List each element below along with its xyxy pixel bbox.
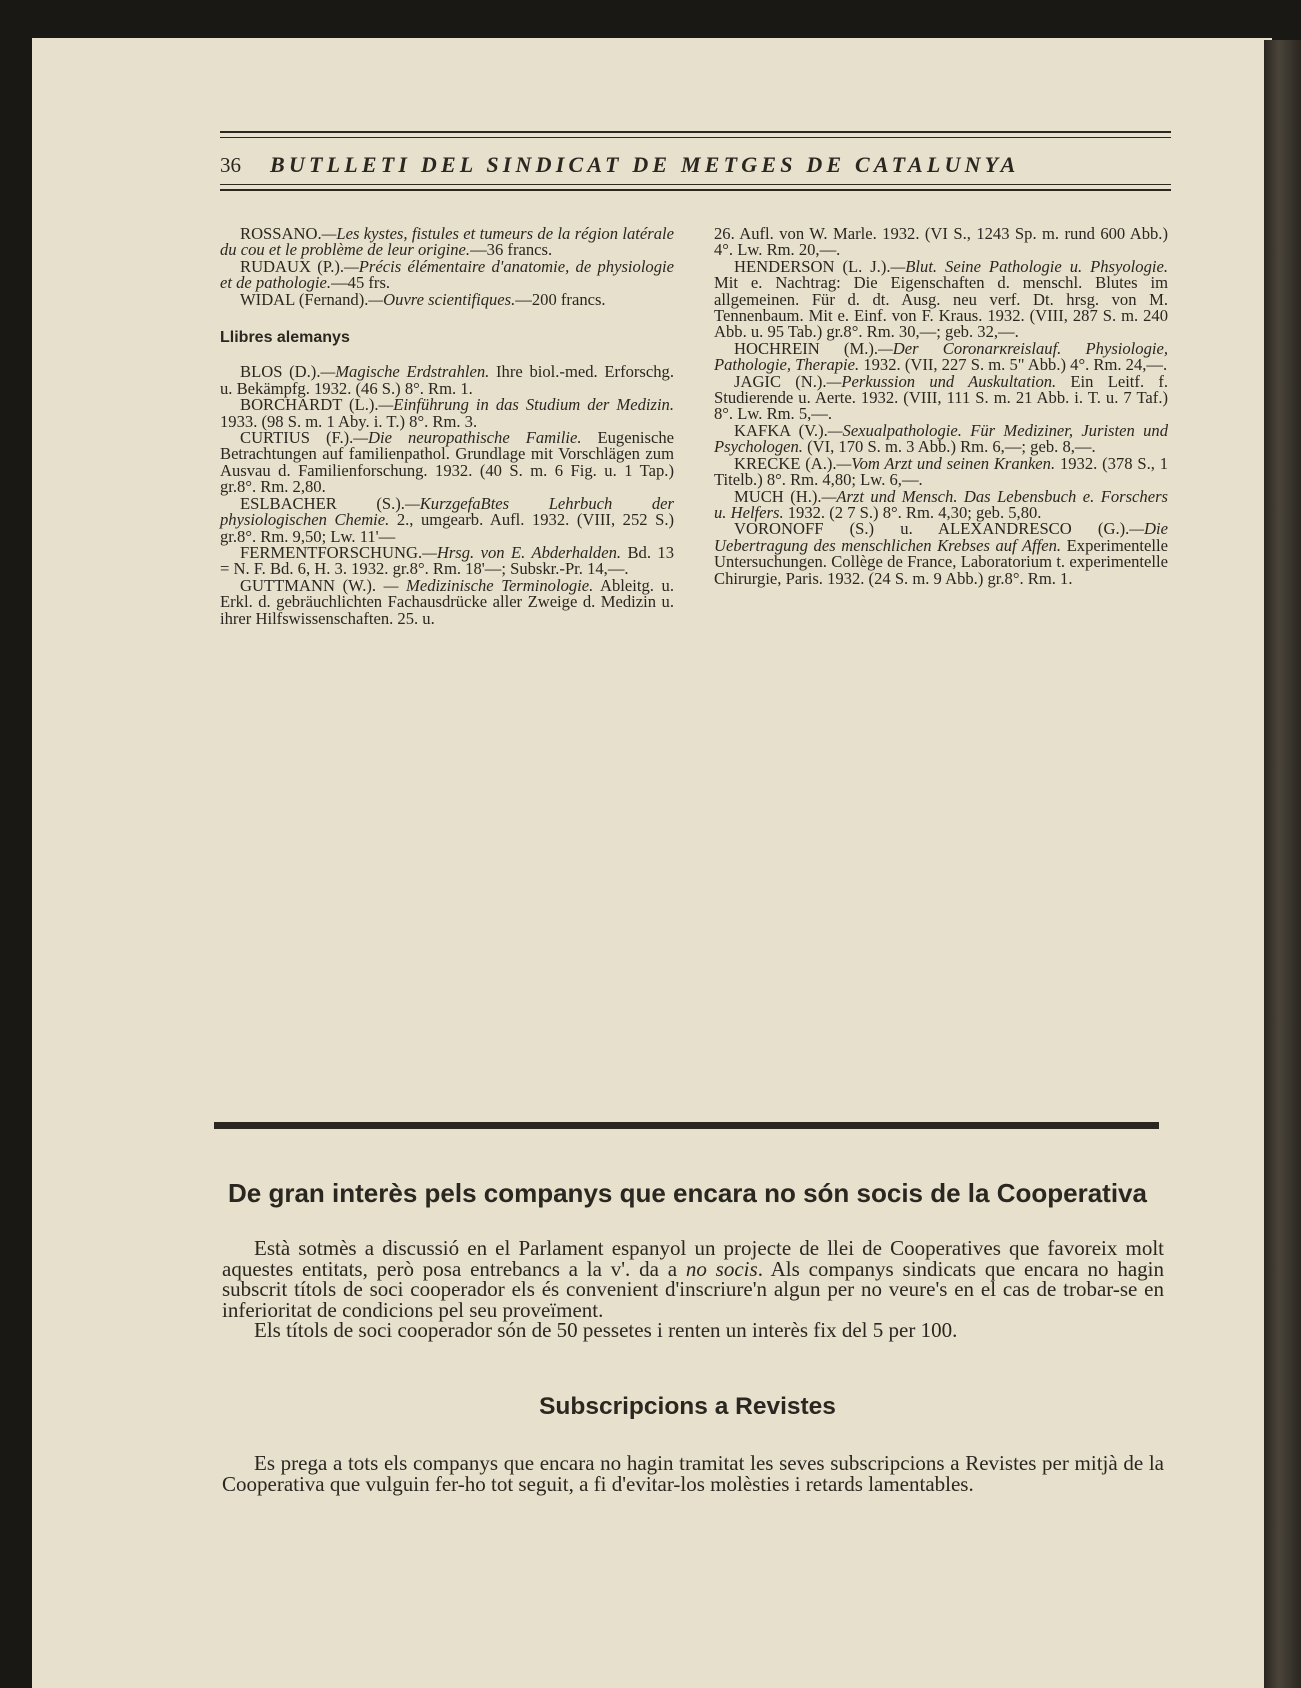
cooperativa-text	[222, 1238, 1164, 1341]
para1-text-b: . Als companys sindicats que encara no hagin subscrit títols de soci cooperador els és convenient d'inscriure'n algun per no veure's en el cas de trobar-se en inferioritat de condicions pel seu proveïment.	[222, 1256, 1164, 1322]
book-binding-edge	[1264, 40, 1301, 1688]
left-column	[220, 226, 674, 627]
book-entry-rest: (VI, 170 S. m. 3 Abb.) Rm. 6,—; geb. 8,—.	[802, 437, 1096, 457]
cooperativa-heading: De gran interès pels companys que encara no són socis de la Cooperativa	[228, 1178, 1147, 1208]
book-entry-rest: —200 francs.	[515, 289, 606, 309]
cooperativa-paragraph-1	[222, 1238, 1164, 1320]
header-rule-bottom	[220, 189, 1171, 191]
book-entry-author: BORCHARDT (L.).	[240, 395, 379, 415]
book-entry-title: —Perkussion und Auskultation.	[826, 371, 1057, 391]
book-entry-rest: —45 frs.	[331, 273, 391, 293]
book-entry	[220, 289, 674, 309]
book-entry	[714, 256, 1169, 342]
book-entry	[714, 486, 1168, 522]
book-entry	[220, 256, 674, 293]
book-entry	[714, 420, 1168, 457]
book-entry	[220, 364, 674, 397]
book-entry	[714, 371, 1169, 424]
book-entry-rest: 26. Aufl. von W. Marle. 1932. (VI S., 1243 Sp. m. rund 600 Abb.) 4°. Lw. Rm. 20,—.	[714, 224, 1168, 260]
book-entry-rest: 1932. (2 7 S.) 8°. Rm. 4,30; geb. 5,80.	[783, 502, 1042, 522]
book-entry-author: KRECKE (A.).	[734, 453, 837, 473]
para1-emphasis: no socis	[685, 1256, 758, 1281]
book-entry-author: CURTIUS (F.).	[240, 428, 354, 448]
book-entry-title: —Vom Arzt und seinen Kranken.	[836, 453, 1056, 473]
book-entry	[220, 542, 674, 579]
book-entry-author: JAGIC (N.).	[734, 371, 827, 391]
book-entry-author: ROSSANO.	[240, 224, 322, 243]
journal-title: BUTLLETI DEL SINDICAT DE METGES DE CATALUNYA	[270, 152, 1020, 177]
right-column	[714, 226, 1168, 587]
book-entry-title: —Arzt und Mensch. Das Lebensbuch e. Forschers u. Helfers.	[714, 486, 1168, 522]
book-entry-title: —Hrsg. von E. Abderhalden.	[422, 542, 622, 562]
book-entry-rest: Ableitg. u. Erkl. d. gebräuchlichten Fachausdrücke aller Zweige d. Medizin u. ihrer Hilfswissenschaften. 25. u.	[220, 575, 674, 628]
book-entry-title: —KurzgefaBtes Lehrbuch der physiologischen Chemie.	[220, 493, 674, 530]
book-entry-title: —Précis élémentaire d'anatomie, de physiologie et de pathologie.	[220, 256, 674, 293]
subscriptions-heading: Subscripcions a Revistes	[539, 1393, 836, 1420]
header-rule-bottom-thin	[220, 184, 1171, 185]
book-entry-author: FERMENTFORSCHUNG.	[240, 542, 423, 562]
book-entry-title: —Blut. Seine Pathologie u. Phsyologie.	[890, 256, 1169, 276]
book-entry-rest: 1932. (VII, 227 S. m. 5" Abb.) 4°. Rm. 24,—.	[859, 355, 1168, 375]
book-entry-title: —Ouvre scientifiques.	[368, 289, 516, 309]
header-rule-top	[220, 131, 1171, 133]
book-entry	[714, 226, 1168, 259]
book-entry-author: GUTTMANN (W.).	[240, 575, 377, 595]
book-entry	[220, 397, 674, 430]
book-entry-author: WIDAL (Fernand).	[240, 289, 369, 309]
book-entry	[714, 521, 1168, 587]
subscriptions-paragraph: Es prega a tots els companys que encara no hagin tramitat les seves subscripcions a Revistes per mitjà de la Cooperativa que vulguin fer-ho tot seguit, a fi d'evitar-los molèsties i retards lamentables.	[222, 1451, 1164, 1496]
book-entry-title: —Die Uebertragung des menschlichen Krebses auf Affen.	[714, 519, 1168, 555]
book-entry-rest: 1932. (378 S., 1 Titelb.) 8°. Rm. 4,80; Lw. 6,—.	[714, 453, 1169, 490]
french-books-list	[220, 226, 674, 308]
book-entry-title: —Einführung in das Studium der Medizin.	[378, 395, 675, 415]
book-entry-rest: 2., umgearb. Aufl. 1932. (VIII, 252 S.) gr.8°. Rm. 9,50; Lw. 11'—	[220, 510, 674, 546]
book-entry	[714, 453, 1169, 490]
book-entry	[220, 575, 674, 628]
book-entry-rest: Ihre biol.-med. Erforschg. u. Bekämpfg. 1932. (46 S.) 8°. Rm. 1.	[220, 362, 674, 398]
book-entry-rest: —36 francs.	[470, 240, 553, 260]
book-entry-title: —Sexualpathologie. Für Mediziner, Juristen und Psychologen.	[714, 420, 1168, 457]
book-entry-title: —Der Coronarкreislauf. Physiologie, Pathologie, Therapie.	[714, 338, 1169, 375]
section-divider	[214, 1122, 1159, 1129]
running-header	[220, 152, 1171, 182]
book-entry-rest: Mit e. Nachtrag: Die Eigenschaften d. menschl. Blutes im allgemeinen. Für d. dt. Ausg. neu verf. Dt. hrsg. von M. Tennenbaum. Mit e. Einf. von F. Kraus. 1932. (VIII, 287 S. m. 240 Abb. u. 95 Tab.) gr.8°. Rm. 30,—; geb. 32,—.	[714, 273, 1168, 342]
book-entry-rest: Ein Leitf. f. Studierende u. Aerte. 1932. (VIII, 111 S. m. 21 Abb. i. T. u. 7 Taf.) 8°. Lw. Rm. 5,—.	[714, 371, 1169, 424]
header-rule-top-thin	[220, 137, 1171, 138]
book-entry-author: HOCHREIN (M.).	[734, 338, 879, 358]
book-entry-author: VORONOFF (S.) u. ALEXANDRESCO (G.).	[734, 519, 1130, 539]
para1-text-a: Està sotmès a discussió en el Parlament espanyol un projecte de llei de Cooperatives que favoreix molt aquestes entitats, però posa entrebancs a la v'. da a	[222, 1236, 1164, 1281]
page-number: 36	[220, 153, 241, 177]
book-entry	[220, 493, 674, 546]
book-entry-author: MUCH (H.).	[734, 486, 822, 506]
book-entry	[714, 338, 1169, 375]
subheading-german-books: Llibres alemanys	[220, 329, 350, 347]
book-entry-author: RUDAUX (P.).	[240, 256, 345, 276]
german-books-list	[220, 364, 674, 627]
book-entry-title: —Les kystes, fistules et tumeurs de la région latérale du cou et le problème de leur origine.	[220, 224, 674, 260]
book-entry-author: KAFKA (V.).	[734, 420, 828, 440]
book-entry-rest: Experimentelle Untersuchungen. Collège de France, Laboratorium t. experimentelle Chirurgie, Paris. 1932. (24 S. m. 9 Abb.) gr.8°. Rm. 1.	[714, 535, 1168, 588]
book-entry-title: — Medizinische Terminologie.	[376, 575, 594, 595]
book-entry-rest: 1933. (98 S. m. 1 Aby. i. T.) 8°. Rm. 3.	[220, 411, 478, 431]
book-entry-rest: Bd. 13 = N. F. Bd. 6, H. 3. 1932. gr.8°. Rm. 18'—; Subskr.-Pr. 14,—.	[220, 542, 674, 579]
german-books-list-continued	[714, 226, 1168, 587]
book-entry-rest: Eugenische Betrachtungen auf familienpathol. Grundlage mit Vorschlägen zum Ausvau d. Familienforschung. 1932. (40 S. m. 6 Fig. u. 1 Tap.) gr.8°. Rm. 2,80.	[220, 428, 674, 497]
subscriptions-text	[222, 1453, 1164, 1494]
book-entry-title: —Die neuropathische Familie.	[353, 428, 582, 448]
book-entry-title: —Magische Erdstrahlen.	[320, 362, 490, 382]
book-entry-author: ESLBACHER (S.).	[240, 493, 405, 513]
book-entry-author: BLOS (D.).	[240, 362, 321, 382]
book-entry	[220, 430, 674, 496]
cooperativa-paragraph-2: Els títols de soci cooperador són de 50 pessetes i renten un interès fix del 5 per 100.	[254, 1318, 958, 1342]
book-entry	[220, 226, 674, 259]
book-entry-author: HENDERSON (L. J.).	[734, 256, 891, 276]
